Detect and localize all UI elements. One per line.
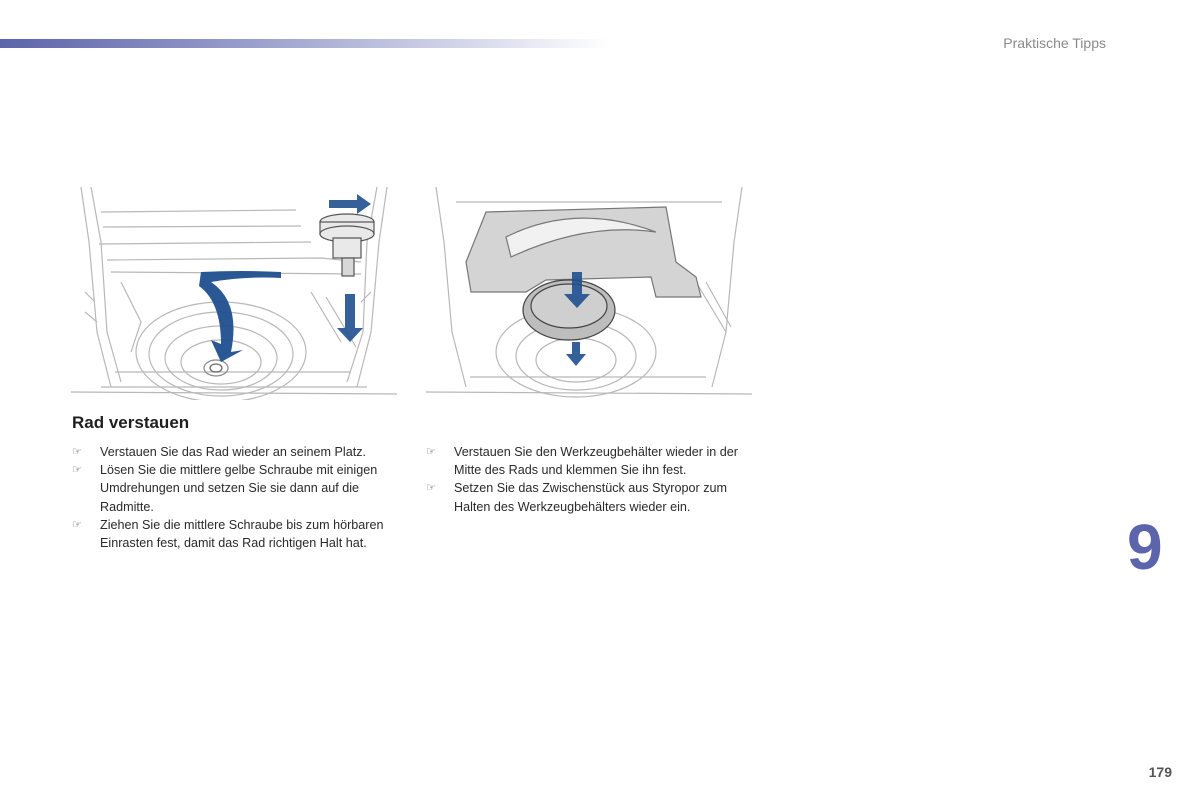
list-item [426,443,756,479]
list-item [72,461,402,516]
list-item [426,479,756,515]
chapter-color-bar [0,39,610,48]
section-title: Praktische Tipps [1003,35,1106,51]
list-item [72,516,402,552]
list-item-text: Ziehen Sie die mittlere Schraube bis zum hörbaren Einrasten fest, damit das Rad richtigen Halt hat. [100,517,384,551]
hand-pointer-icon: ☞ [426,482,436,495]
page-number: 179 [1148,764,1172,780]
section-heading: Rad verstauen [72,413,190,432]
hand-pointer-icon: ☞ [72,446,82,458]
left-instruction-list [72,443,402,552]
list-item-text: Verstauen Sie den Werkzeugbehälter wieder in der Mitte des Rads und klemmen Sie ihn fest. [454,445,738,478]
trunk-wheel-drawing [71,182,397,400]
list-item [72,443,402,461]
hand-pointer-icon: ☞ [426,446,436,458]
list-item-text: Setzen Sie das Zwischenstück aus Styropor zum Halten des Werkzeugbehälters wieder ein. [454,481,727,514]
right-instruction-list [426,443,756,516]
hand-pointer-icon: ☞ [72,464,82,477]
hand-pointer-icon: ☞ [72,518,82,531]
toolbox-stowing-illustration [426,182,752,400]
list-item-text: Verstauen Sie das Rad wieder an seinem Platz. [100,445,367,459]
chapter-number: 9 [1127,511,1163,583]
wheel-stowing-illustration [71,182,397,400]
trunk-toolbox-drawing [426,182,752,400]
list-item-text: Lösen Sie die mittlere gelbe Schraube mit einigen Umdrehungen und setzen Sie sie dann auf die Radmitte. [100,463,378,514]
